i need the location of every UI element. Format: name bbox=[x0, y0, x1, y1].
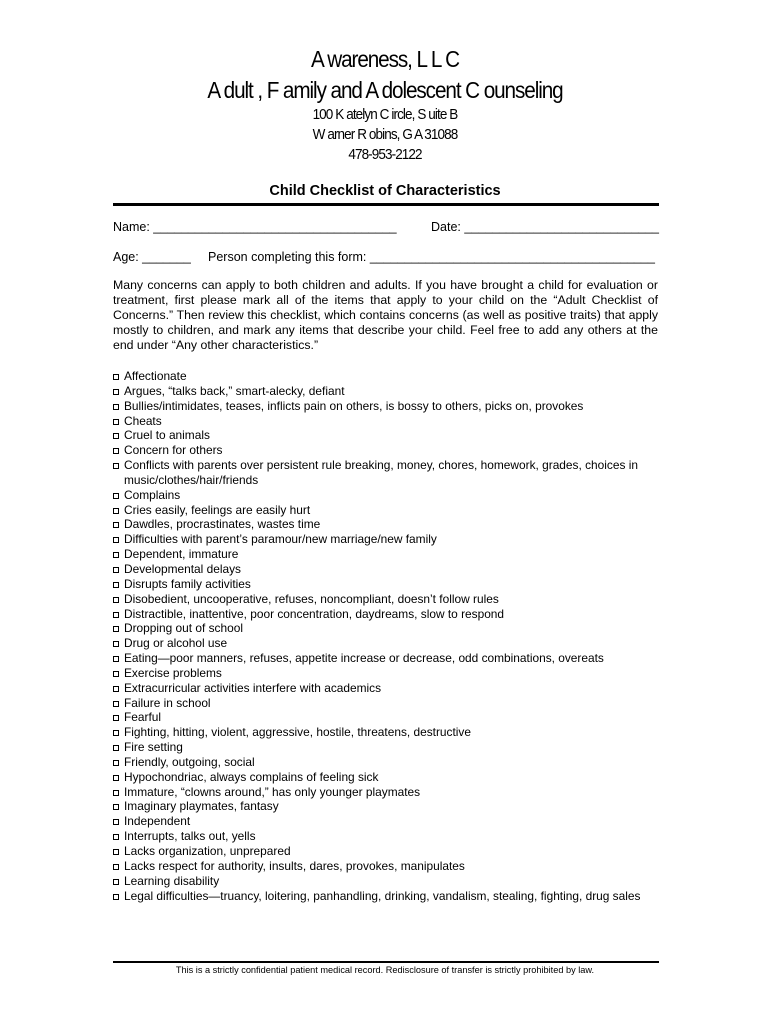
checklist-item-label: Dawdles, procrastinates, wastes time bbox=[124, 517, 321, 532]
title-divider bbox=[113, 203, 659, 206]
checklist-item[interactable] bbox=[113, 785, 658, 800]
checklist-item-label: Cries easily, feelings are easily hurt bbox=[124, 502, 311, 517]
checklist-item[interactable] bbox=[113, 577, 658, 592]
checklist-item-label: Eating—poor manners, refuses, appetite increase or decrease, odd combinations, overeats bbox=[124, 651, 604, 666]
checkbox-icon[interactable] bbox=[113, 745, 119, 751]
checkbox-icon[interactable] bbox=[113, 552, 119, 558]
checklist-item[interactable] bbox=[113, 814, 658, 829]
checklist-item-label: Fearful bbox=[124, 710, 162, 725]
checklist-item[interactable] bbox=[113, 874, 658, 889]
checklist-item-label: Friendly, outgoing, social bbox=[124, 754, 255, 769]
checklist-item-label: Bullies/intimidates, teases, inflicts pain on others, is bossy to others, picks on, provokes bbox=[124, 398, 584, 413]
checkbox-icon[interactable] bbox=[113, 389, 119, 395]
checklist-item[interactable] bbox=[113, 681, 658, 696]
checklist-item[interactable] bbox=[113, 592, 658, 607]
checklist-item-label: Exercise problems bbox=[124, 665, 222, 680]
checklist-item[interactable] bbox=[113, 889, 658, 904]
checklist-item[interactable] bbox=[113, 458, 658, 488]
age-field[interactable]: Age: _______ bbox=[113, 250, 191, 264]
checklist-item-label: Disobedient, uncooperative, refuses, noncompliant, doesn’t follow rules bbox=[124, 591, 499, 606]
checklist-item-label: Dropping out of school bbox=[124, 621, 243, 636]
checklist-item-label: Developmental delays bbox=[124, 561, 241, 576]
checklist-item-label: Difficulties with parent’s paramour/new marriage/new family bbox=[124, 532, 437, 547]
checklist-item[interactable] bbox=[113, 740, 658, 755]
checklist-item[interactable] bbox=[113, 607, 658, 622]
checkbox-icon[interactable] bbox=[113, 760, 119, 766]
checklist-item-label: Legal difficulties—truancy, loitering, panhandling, drinking, vandalism, stealing, fighting, drug sales bbox=[124, 888, 641, 903]
checkbox-icon[interactable] bbox=[113, 374, 119, 380]
checklist-item[interactable] bbox=[113, 696, 658, 711]
address-line-1: 100 K atelyn C ircle, S uite B bbox=[312, 106, 458, 123]
checklist-item[interactable] bbox=[113, 844, 658, 859]
checklist-item[interactable] bbox=[113, 369, 658, 384]
checkbox-icon[interactable] bbox=[113, 522, 119, 528]
checkbox-icon[interactable] bbox=[113, 790, 119, 796]
checklist-item-label: Disrupts family activities bbox=[124, 576, 251, 591]
checklist-item-label: Complains bbox=[124, 487, 181, 502]
checklist-item-label: Failure in school bbox=[124, 695, 211, 710]
checklist-item-label: Fighting, hitting, violent, aggressive, hostile, threatens, destructive bbox=[124, 725, 471, 740]
checklist-item[interactable] bbox=[113, 517, 658, 532]
checklist-item-label: Hypochondriac, always complains of feeling sick bbox=[124, 769, 379, 784]
checkbox-icon[interactable] bbox=[113, 597, 119, 603]
checkbox-icon[interactable] bbox=[113, 419, 119, 425]
checklist-item[interactable] bbox=[113, 621, 658, 636]
date-field[interactable]: Date: ____________________________ bbox=[431, 220, 660, 234]
checkbox-icon[interactable] bbox=[113, 701, 119, 707]
checklist-item[interactable] bbox=[113, 428, 658, 443]
checkbox-icon[interactable] bbox=[113, 612, 119, 618]
checklist-item-label: Lacks respect for authority, insults, dares, provokes, manipulates bbox=[124, 858, 465, 873]
checklist-item-label: Concern for others bbox=[124, 443, 223, 458]
checklist-item[interactable] bbox=[113, 547, 658, 562]
checklist-item[interactable] bbox=[113, 503, 658, 518]
checkbox-icon[interactable] bbox=[113, 448, 119, 454]
checklist-item[interactable] bbox=[113, 443, 658, 458]
checklist-item-label: Immature, “clowns around,” has only younger playmates bbox=[124, 784, 421, 799]
checklist-item-label: Interrupts, talks out, yells bbox=[124, 829, 256, 844]
checklist-item-label: Lacks organization, unprepared bbox=[124, 844, 291, 858]
address-line-2: W arner R obins, G A 31088 bbox=[312, 126, 458, 143]
checkbox-icon[interactable] bbox=[113, 493, 119, 499]
checklist-item-label: Argues, “talks back,” smart-alecky, defiant bbox=[124, 383, 345, 398]
intro-paragraph: Many concerns can apply to both children and adults. If you have brought a child for evaluation or treatment, first please mark all of the items that apply to your child on the “Adult Checklist of Concerns.” Then review this checklist, which contains concerns (as well as positive traits) that apply mostly to children, and mark any items that describe your child. Feel free to add any others at the end under “Any other characteristics.” bbox=[113, 278, 658, 352]
checklist-item[interactable] bbox=[113, 651, 658, 666]
checkbox-icon[interactable] bbox=[113, 834, 119, 840]
checklist-item[interactable] bbox=[113, 532, 658, 547]
form-title: Child Checklist of Characteristics bbox=[269, 183, 501, 199]
checkbox-icon[interactable] bbox=[113, 775, 119, 781]
characteristics-checklist bbox=[113, 369, 658, 903]
checkbox-icon[interactable] bbox=[113, 433, 119, 439]
checklist-item[interactable] bbox=[113, 799, 658, 814]
checkbox-icon[interactable] bbox=[113, 819, 119, 825]
checkbox-icon[interactable] bbox=[113, 715, 119, 721]
checkbox-icon[interactable] bbox=[113, 686, 119, 692]
checklist-item-label: Imaginary playmates, fantasy bbox=[124, 799, 279, 814]
checkbox-icon[interactable] bbox=[113, 463, 119, 469]
checklist-item[interactable] bbox=[113, 859, 658, 874]
checklist-item[interactable] bbox=[113, 399, 658, 414]
checkbox-icon[interactable] bbox=[113, 730, 119, 736]
completer-field[interactable]: Person completing this form: _________________________________________ bbox=[208, 250, 655, 264]
checkbox-icon[interactable] bbox=[113, 641, 119, 647]
checkbox-icon[interactable] bbox=[113, 671, 119, 677]
checklist-item[interactable] bbox=[113, 562, 658, 577]
checkbox-icon[interactable] bbox=[113, 804, 119, 810]
checklist-item-label: Dependent, immature bbox=[124, 547, 239, 562]
checkbox-icon[interactable] bbox=[113, 537, 119, 543]
checkbox-icon[interactable] bbox=[113, 582, 119, 588]
organization-subtitle: A dult , F amily and A dolescent C ounseling bbox=[207, 77, 563, 103]
checklist-item[interactable] bbox=[113, 770, 658, 785]
checklist-item-label: Conflicts with parents over persistent rule breaking, money, chores, homework, grades, choices in music/clothes/hair/friends bbox=[124, 458, 638, 487]
checklist-item[interactable] bbox=[113, 666, 658, 681]
checkbox-icon[interactable] bbox=[113, 849, 119, 855]
organization-name: A wareness, L L C bbox=[310, 46, 460, 72]
checklist-item-label: Distractible, inattentive, poor concentration, daydreams, slow to respond bbox=[124, 606, 505, 621]
checkbox-icon[interactable] bbox=[113, 626, 119, 632]
checklist-item[interactable] bbox=[113, 414, 658, 429]
checkbox-icon[interactable] bbox=[113, 567, 119, 573]
checklist-item[interactable] bbox=[113, 488, 658, 503]
checklist-item[interactable] bbox=[113, 384, 658, 399]
footer-divider bbox=[113, 961, 659, 963]
checklist-item-label: Drug or alcohol use bbox=[124, 636, 228, 651]
checkbox-icon[interactable] bbox=[113, 879, 119, 885]
checklist-item-label: Cruel to animals bbox=[124, 428, 210, 443]
checklist-item[interactable] bbox=[113, 710, 658, 725]
name-field[interactable]: Name: ___________________________________ bbox=[113, 220, 397, 234]
confidentiality-footer: This is a strictly confidential patient medical record. Redisclosure of transfer is strictly prohibited by law. bbox=[175, 965, 595, 975]
checklist-item-label: Extracurricular activities interfere with academics bbox=[124, 680, 382, 695]
checklist-item-label: Cheats bbox=[124, 413, 162, 428]
checkbox-icon[interactable] bbox=[113, 404, 119, 410]
checklist-item-label: Learning disability bbox=[124, 873, 220, 888]
checkbox-icon[interactable] bbox=[113, 864, 119, 870]
checkbox-icon[interactable] bbox=[113, 508, 119, 514]
checkbox-icon[interactable] bbox=[113, 894, 119, 900]
checklist-item[interactable] bbox=[113, 755, 658, 770]
checklist-item[interactable] bbox=[113, 829, 658, 844]
checklist-item[interactable] bbox=[113, 636, 658, 651]
checkbox-icon[interactable] bbox=[113, 656, 119, 662]
checklist-item-label: Independent bbox=[124, 814, 191, 829]
checklist-item[interactable] bbox=[113, 725, 658, 740]
phone-number: 478-953-2122 bbox=[348, 146, 422, 163]
checklist-item-label: Affectionate bbox=[124, 369, 187, 383]
checklist-item-label: Fire setting bbox=[124, 740, 183, 755]
